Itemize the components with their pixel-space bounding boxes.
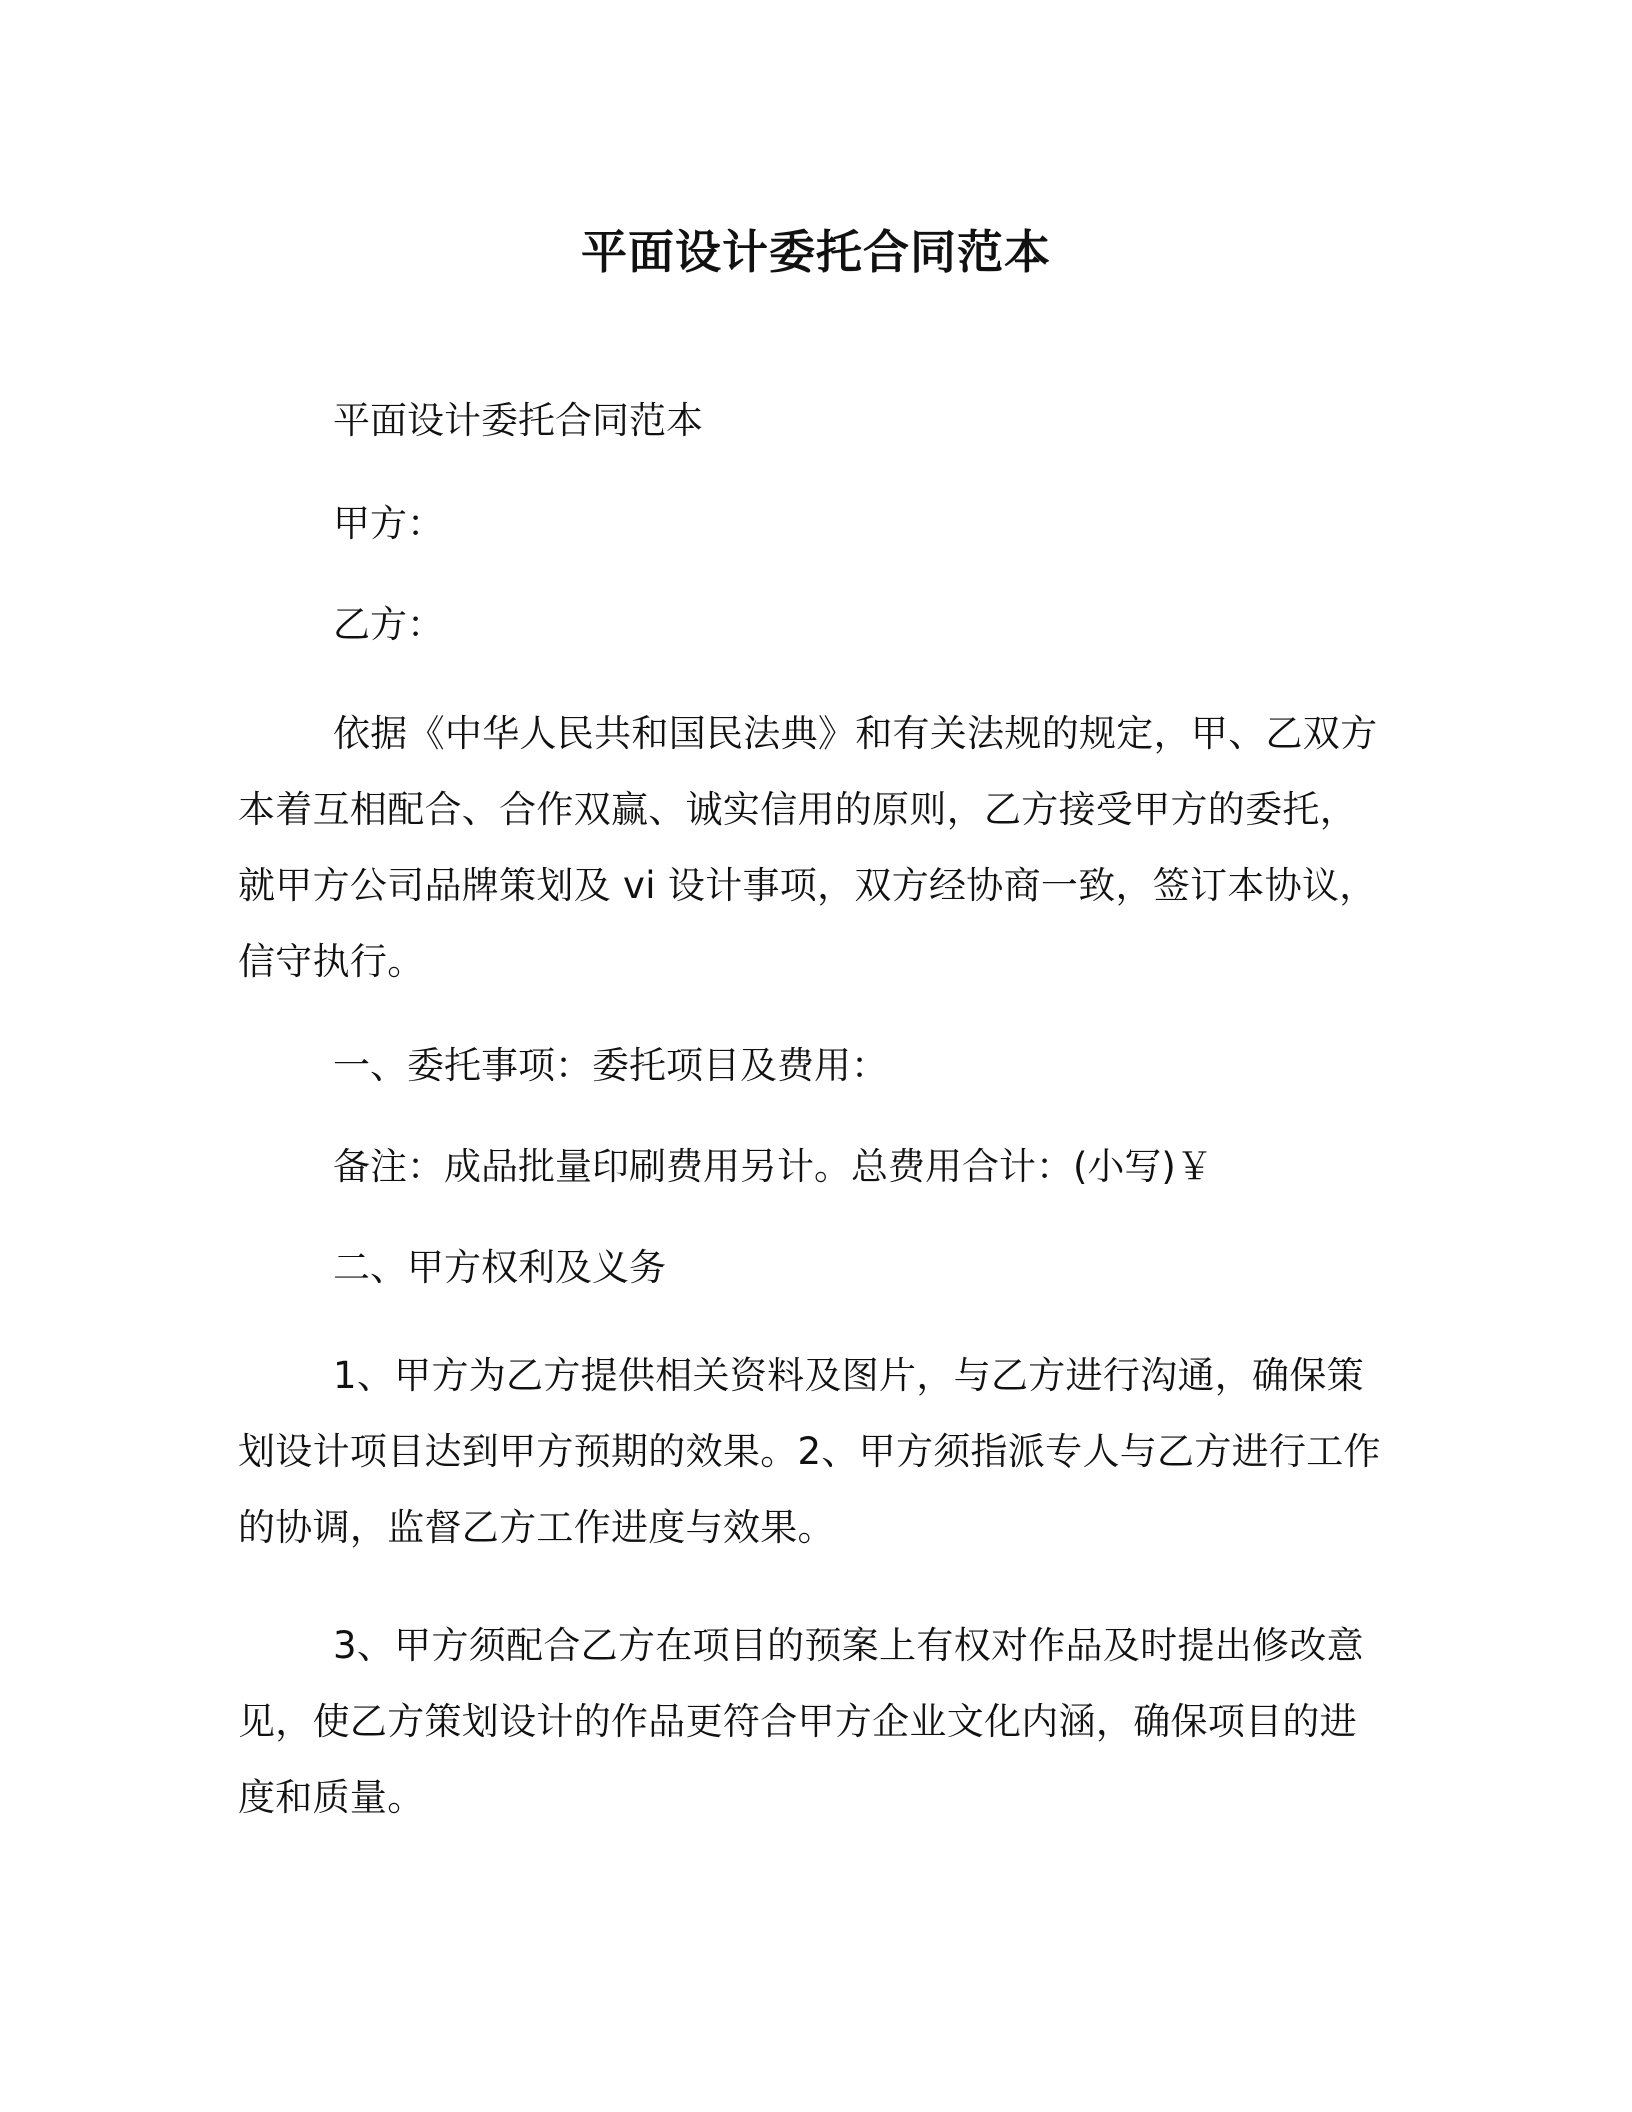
intro-line: 信守执行。	[238, 940, 425, 983]
clause-3-line: 3、甲方须配合乙方在项目的预案上有权对作品及时提出修改意	[333, 1624, 1364, 1667]
party-b-label: 乙方：	[333, 603, 444, 646]
clause-3-line: 见，使乙方策划设计的作品更符合甲方企业文化内涵，确保项目的进	[238, 1700, 1357, 1743]
section-2-heading: 二、甲方权利及义务	[333, 1246, 666, 1289]
clause-3-paragraph	[238, 1608, 1378, 1836]
party-a-label: 甲方：	[333, 502, 444, 545]
clause-1-line: 的协调，监督乙方工作进度与效果。	[238, 1506, 835, 1549]
intro-line: 就甲方公司品牌策划及 vi 设计事项，双方经协商一致，签订本协议，	[238, 864, 1377, 907]
intro-line: 依据《中华人民共和国民法典》和有关法规的规定，甲、乙双方	[333, 712, 1378, 755]
clause-1-line: 划设计项目达到甲方预期的效果。2、甲方须指派专人与乙方进行工作	[238, 1430, 1381, 1473]
clause-1-line: 1、甲方为乙方提供相关资料及图片，与乙方进行沟通，确保策	[333, 1354, 1364, 1397]
section-1-heading: 一、委托事项：委托项目及费用：	[333, 1044, 888, 1087]
remark-line: 备注：成品批量印刷费用另计。总费用合计：(小写)￥	[333, 1145, 1213, 1188]
document-title: 平面设计委托合同范本	[581, 225, 1051, 279]
document-subtitle: 平面设计委托合同范本	[333, 399, 703, 442]
intro-line: 本着互相配合、合作双赢、诚实信用的原则，乙方接受甲方的委托，	[238, 788, 1357, 831]
intro-paragraph	[238, 696, 1378, 1000]
clause-3-line: 度和质量。	[238, 1776, 425, 1819]
clause-1-paragraph	[238, 1338, 1381, 1566]
